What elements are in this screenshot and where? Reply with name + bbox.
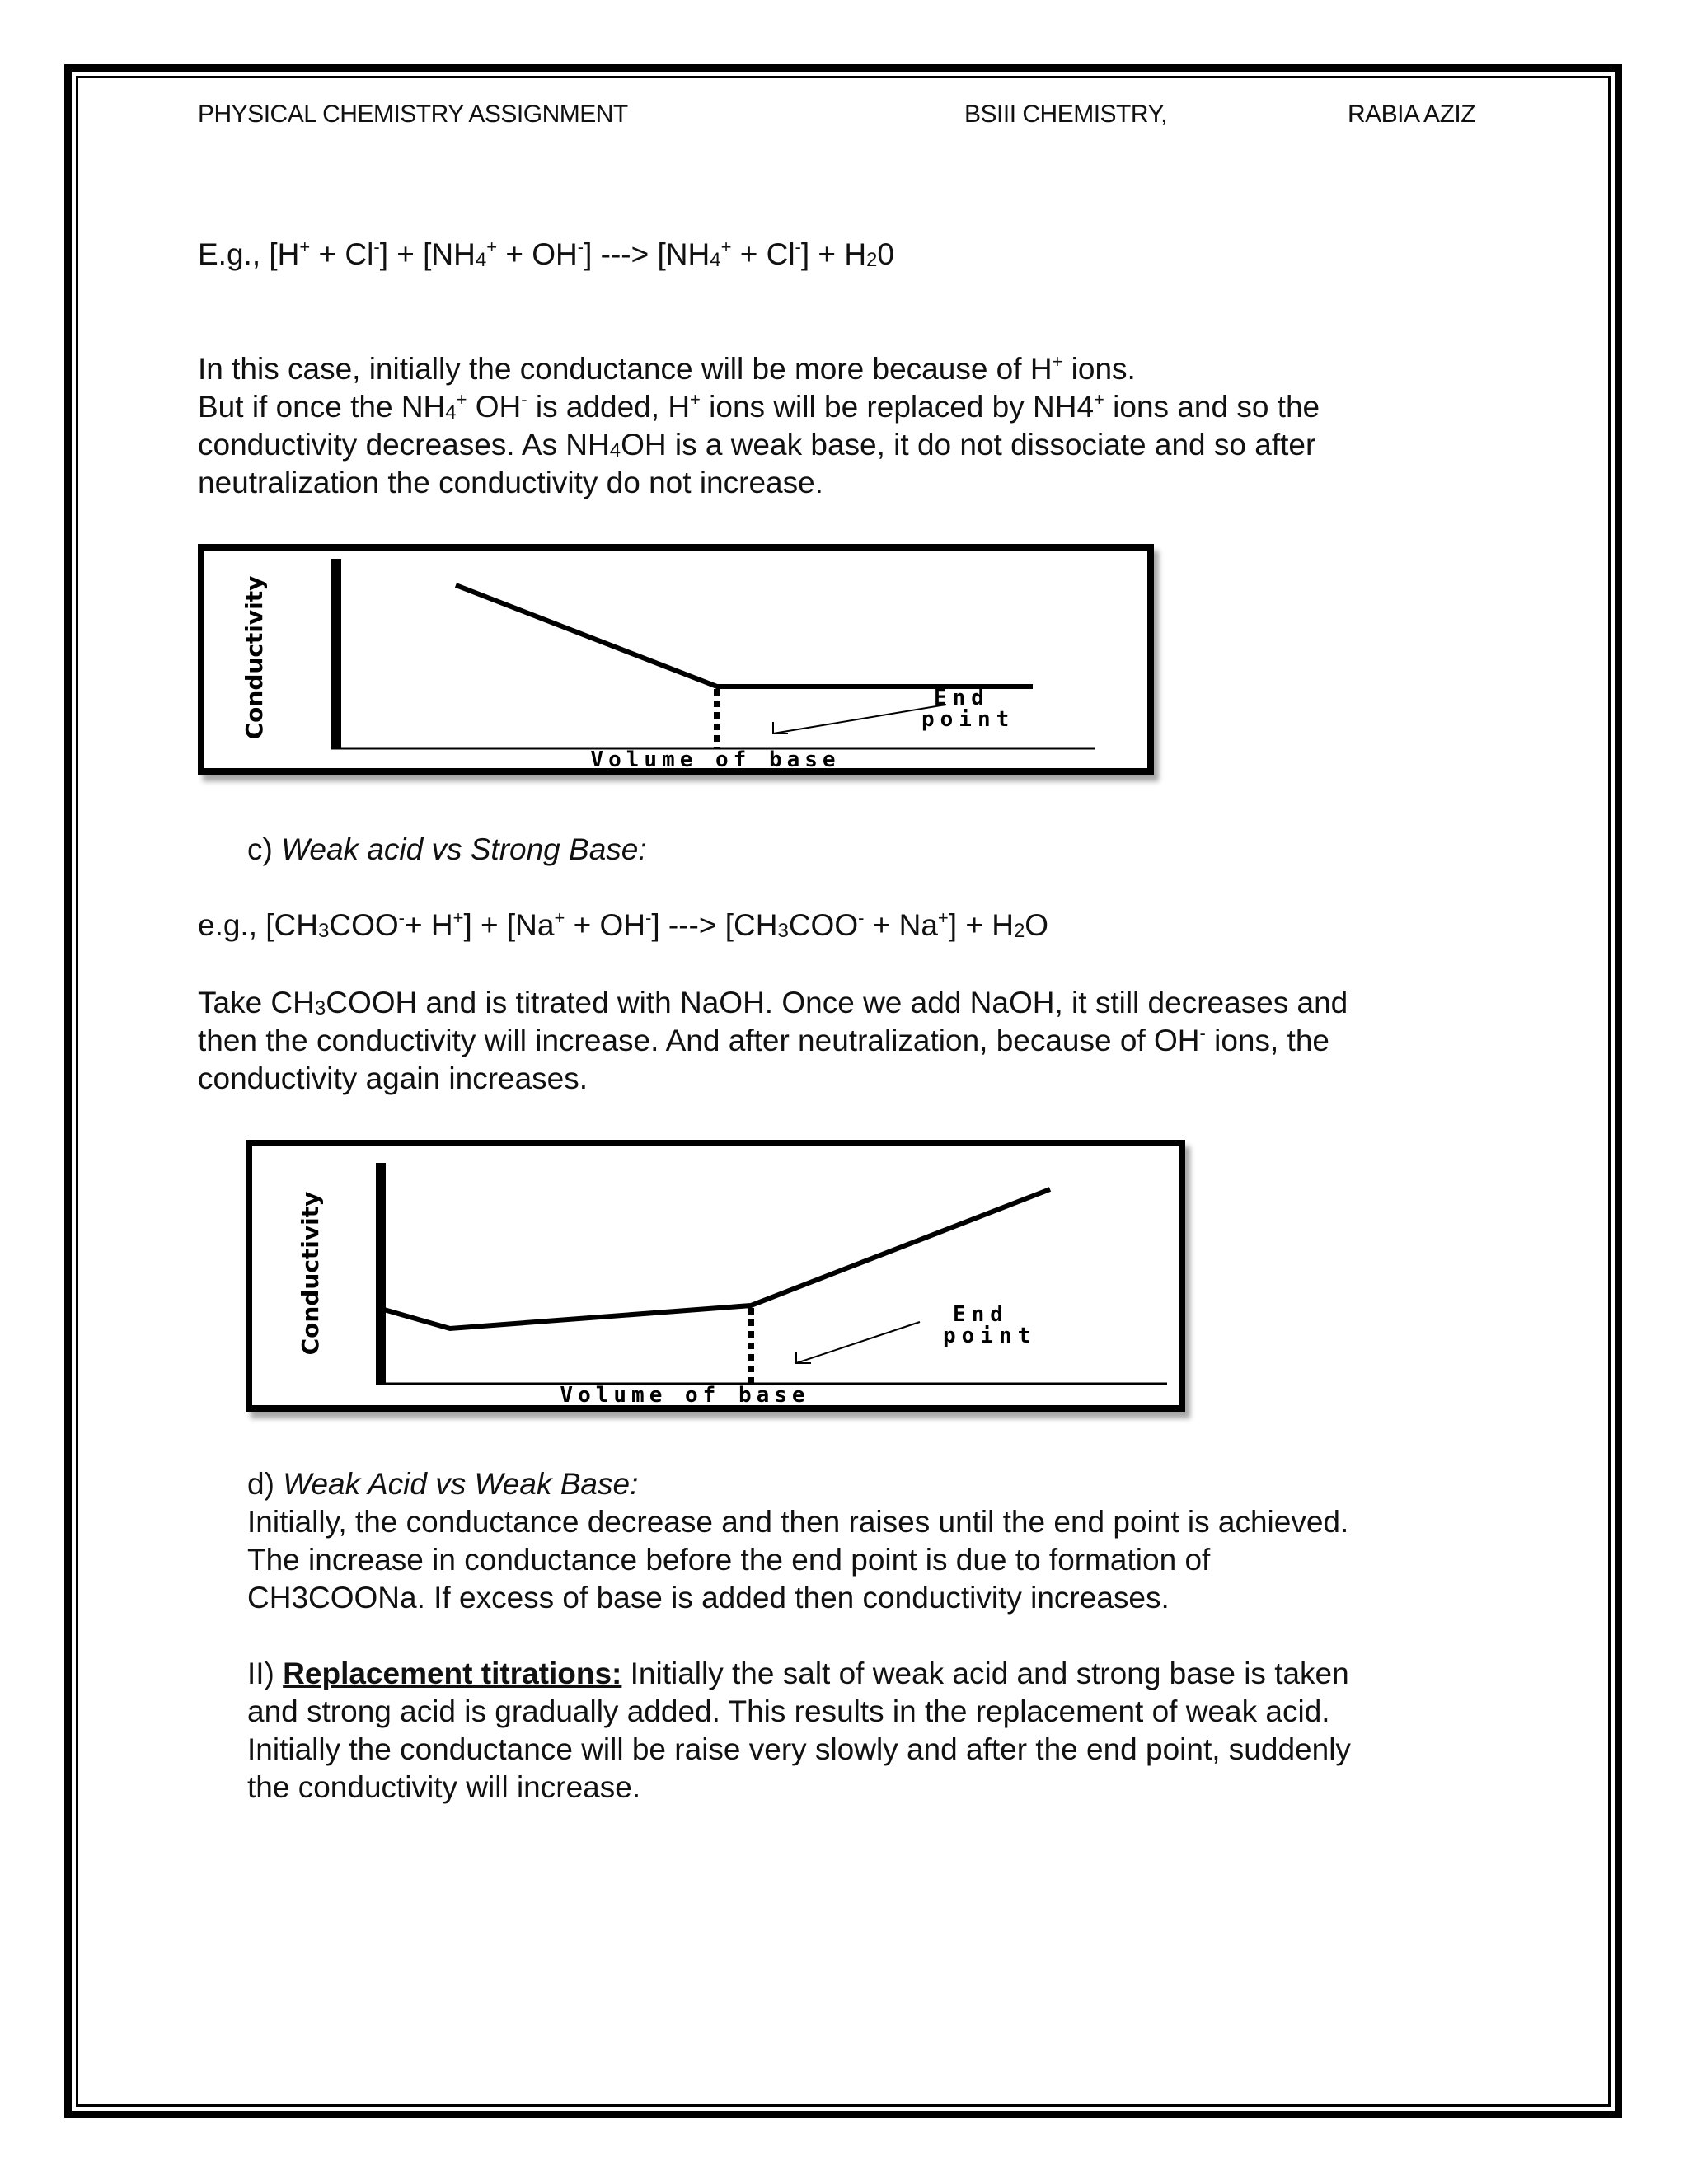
header-author: RABIA AZIZ (1348, 101, 1476, 128)
figure2-endpoint-label-1: End (953, 1302, 1009, 1327)
figure2-plot (252, 1146, 1179, 1405)
heading-weak-acid-strong-base: c) Weak acid vs Strong Base: (247, 832, 647, 866)
equation-strong-acid-weak-base: E.g., $[H^+ + Cl^-] + [NH_4^+ + OH^-]$ ---> $[NH_4^+ + Cl^-] + H_20$ (198, 237, 894, 271)
heading-weak-acid-weak-base: d) Weak Acid vs Weak Base: (247, 1467, 639, 1501)
header-class: BSIII CHEMISTRY, (964, 101, 1167, 128)
heading-replacement-titrations: Replacement titrations: (283, 1657, 622, 1690)
figure2-y-label: Conductivity (297, 1191, 324, 1356)
equation-weak-acid-strong-base: e.g., $[CH_3COO^-+ H^+] + [Na^+ + OH^-]$ ---> $[CH_3COO^- + Na^+] + H_2O$ (198, 907, 1049, 942)
header-course-title: PHYSICAL CHEMISTRY ASSIGNMENT (198, 101, 628, 128)
paragraph-strong-acid-weak-base: In this case, initially the conductance will be more because of H+ ions. But if once the $NH_4^+$ OH- is added, H+ ions will be replaced by NH4+ ions and so the conductivity decreases. As $NH_4OH$ is a weak base, it do not dissociate and so after neutralization the conductivity do not increase. (198, 351, 1320, 499)
figure1-endpoint-arrow (773, 705, 946, 733)
section-weak-acid-weak-base: d) Weak Acid vs Weak Base: Initially, the conductance decrease and then raises until the end point is achieved. The increase in conductance before the end point is due to formation of CH3COONa. If excess of base is added then conductivity increases. (247, 1467, 1349, 1615)
figure2-endpoint-arrow (796, 1322, 920, 1363)
figure-conductivity-weak-acid-strong-base (246, 1140, 1185, 1412)
section-replacement-titrations: II) Replacement titrations: Initially the salt of weak acid and strong base is taken and strong acid is gradually added. This results in the replacement of weak acid. Initially the conductance will be raise very slowly and after the end point, suddenly the conductivity will increase. (247, 1657, 1351, 1804)
figure2-x-label: Volume of base (560, 1383, 810, 1405)
figure1-x-label: Volume of base (590, 748, 841, 768)
figure2-endpoint-label-2: point (943, 1324, 1037, 1348)
figure1-curve (456, 585, 1033, 687)
figure1-y-label: Conductivity (241, 575, 268, 740)
figure1-plot (204, 551, 1147, 768)
paragraph-weak-acid-strong-base: Take $CH_3COOH$ and is titrated with NaOH. Once we add NaOH, it still decreases and then the conductivity will increase. And after neutralization, because of OH- ions, the conductivity again increases. (198, 986, 1348, 1095)
figure1-endpoint-label-2: point (921, 707, 1015, 732)
figure-conductivity-strong-acid-weak-base (198, 544, 1154, 775)
figure1-endpoint-label-1: End (934, 686, 990, 710)
figure2-curve (384, 1189, 1050, 1329)
